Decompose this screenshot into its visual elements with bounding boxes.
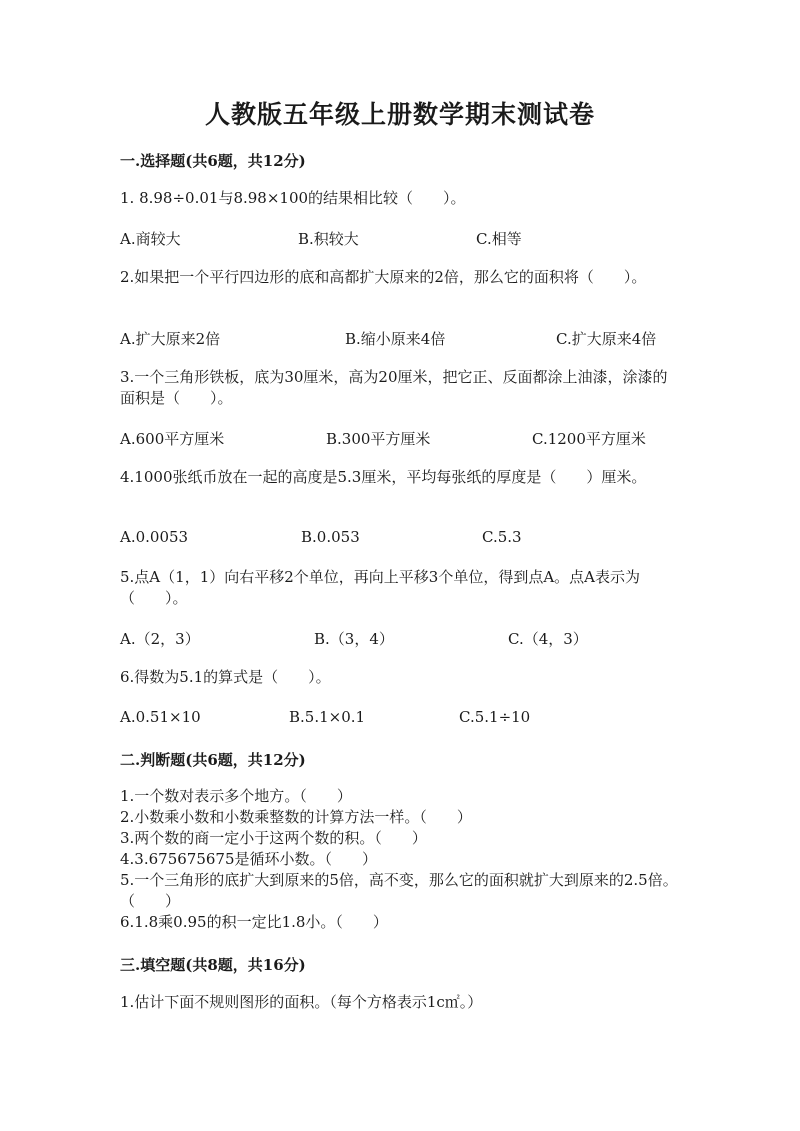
option-a: A.0.51×10: [120, 708, 201, 726]
option-b: B.缩小原来4倍: [345, 330, 446, 348]
option-a: A.0.0053: [120, 528, 189, 546]
fill-question-1: 1.估计下面不规则图形的面积。（每个方格表示1c㎡。）: [120, 993, 483, 1011]
option-a: A.（2，3）: [120, 630, 200, 648]
judge-list: [120, 786, 680, 933]
judge-item-2: 2.小数乘小数和小数乘整数的计算方法一样。（ ）: [120, 808, 472, 826]
option-a: A.扩大原来2倍: [120, 330, 221, 348]
option-b: B.300平方厘米: [326, 430, 431, 448]
section-heading-judge: 二.判断题(共6题，共12分): [120, 751, 306, 769]
judge-item-6: 6.1.8乘0.95的积一定比1.8小。（ ）: [120, 913, 388, 931]
option-b: B.0.053: [301, 528, 360, 546]
judge-item-4: 4.3.675675675是循环小数。（ ）: [120, 850, 378, 868]
option-c: C.（4，3）: [508, 630, 588, 648]
option-a: A.商较大: [120, 230, 181, 248]
option-c: C.相等: [476, 230, 522, 248]
option-b: B.积较大: [298, 230, 359, 248]
judge-item-1: 1.一个数对表示多个地方。（ ）: [120, 787, 352, 805]
choice-options-2: [120, 328, 680, 349]
page-title: 人教版五年级上册数学期末测试卷: [204, 100, 595, 129]
judge-item-3: 3.两个数的商一定小于这两个数的积。（ ）: [120, 829, 427, 847]
choice-question-2: 2.如果把一个平行四边形的底和高都扩大原来的2倍，那么它的面积将（ ）。: [120, 268, 647, 286]
choice-question-5: 5.点A（1，1）向右平移2个单位，再向上平移3个单位，得到点A。点A表示为（ ）。: [120, 568, 640, 607]
option-c: C.扩大原来4倍: [556, 330, 657, 348]
section-heading-choice: 一.选择题(共6题，共12分): [120, 152, 306, 170]
choice-options-1: [120, 228, 680, 249]
option-a: A.600平方厘米: [120, 430, 225, 448]
judge-item-5: 5.一个三角形的底扩大到原来的5倍，高不变，那么它的面积就扩大到原来的2.5倍。（ ）: [120, 871, 678, 910]
option-b: B.（3，4）: [314, 630, 394, 648]
choice-options-5: [120, 628, 680, 649]
choice-options-4: [120, 528, 680, 549]
option-c: C.5.3: [482, 528, 522, 546]
choice-question-4: 4.1000张纸币放在一起的高度是5.3厘米，平均每张纸的厚度是（ ）厘米。: [120, 468, 647, 486]
option-b: B.5.1×0.1: [289, 708, 366, 726]
choice-question-3: 3.一个三角形铁板，底为30厘米，高为20厘米，把它正、反面都涂上油漆，涂漆的面积是（ ）。: [120, 368, 668, 407]
choice-question-1: 1. 8.98÷0.01与8.98×100的结果相比较（ ）。: [120, 189, 466, 207]
choice-question-6: 6.得数为5.1的算式是（ ）。: [120, 668, 331, 686]
choice-options-3: [120, 428, 680, 449]
choice-options-6: [120, 708, 680, 729]
option-c: C.1200平方厘米: [532, 430, 646, 448]
section-heading-fill: 三.填空题(共8题，共16分): [120, 956, 306, 974]
option-c: C.5.1÷10: [459, 708, 531, 726]
